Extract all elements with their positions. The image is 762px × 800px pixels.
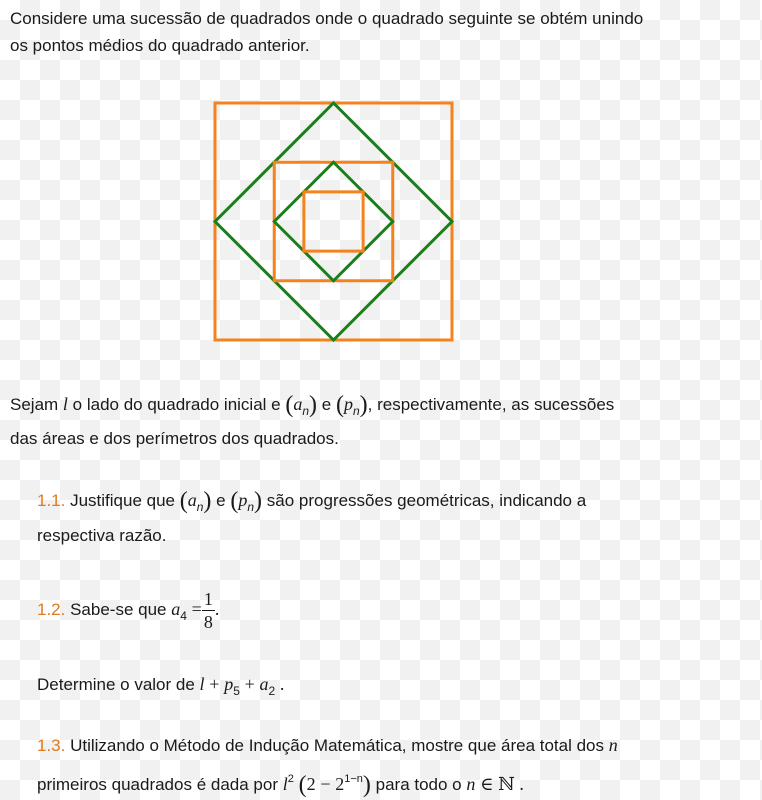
equals-sign: =: [191, 599, 202, 619]
sub-2: 2: [268, 684, 276, 698]
q1-text-1: Justifique que: [70, 491, 175, 510]
paren-open: (: [298, 772, 307, 798]
paren-open: (: [179, 488, 188, 514]
period: .: [519, 774, 524, 794]
var-p: p: [343, 394, 353, 414]
sub-n: n: [352, 404, 360, 418]
q3-text-3: para todo o: [375, 775, 462, 794]
question-number: 1.3.: [37, 736, 66, 755]
paren-close: ): [362, 772, 371, 798]
setup-line-1: [10, 393, 614, 422]
conj-e: e: [216, 491, 226, 510]
number-two: 2: [335, 774, 345, 794]
diamond-1: [215, 103, 452, 340]
exponent: 1−n: [344, 773, 363, 785]
sub-n: n: [247, 500, 255, 514]
nested-squares-figure: [212, 100, 456, 344]
var-p: p: [238, 490, 248, 510]
var-l: l: [282, 774, 288, 794]
var-n: n: [466, 774, 476, 794]
question-1-3-line-2: [37, 768, 524, 796]
question-1-1-line-1: [37, 489, 586, 518]
question-1-2-line-2: [37, 673, 284, 702]
paren-close: ): [309, 392, 318, 418]
paren-open: (: [335, 392, 344, 418]
setup-text-3: , respectivamente, as sucessões: [367, 395, 615, 414]
question-1-2-line-1: [37, 584, 219, 641]
paren-open: (: [285, 392, 294, 418]
question-number: 1.1.: [37, 491, 66, 510]
var-a: a: [293, 394, 303, 414]
square-1: [215, 103, 452, 340]
var-p: p: [224, 674, 234, 694]
paren-close: ): [203, 488, 212, 514]
setup-text-2: o lado do quadrado inicial e: [72, 395, 281, 414]
sub-n: n: [302, 404, 310, 418]
sub-4: 4: [180, 609, 187, 623]
paren-close: ): [254, 488, 263, 514]
square-3: [304, 192, 363, 251]
paren-close: ): [359, 392, 368, 418]
sup-2: 2: [287, 773, 294, 785]
square-2: [274, 162, 393, 281]
var-a: a: [187, 490, 197, 510]
number-two: 2: [306, 774, 316, 794]
q1-text-2: são progressões geométricas, indicando a: [266, 491, 587, 510]
plus-sign: +: [244, 674, 255, 694]
var-l: l: [199, 674, 205, 694]
var-a: a: [171, 599, 181, 619]
intro-line-1: Considere uma sucessão de quadrados onde o quadrado seguinte se obtém unindo: [10, 9, 644, 28]
setup-line-2: das áreas e dos perímetros dos quadrados.: [10, 429, 339, 448]
diamond-2: [274, 162, 393, 281]
q2-text-2: Determine o valor de: [37, 675, 195, 694]
period: .: [214, 599, 220, 619]
setup-text-1: Sejam: [10, 395, 59, 414]
naturals-symbol: ℕ: [498, 774, 515, 794]
sub-5: 5: [233, 684, 240, 698]
intro-line-2: os pontos médios do quadrado anterior.: [10, 36, 310, 55]
period: .: [279, 674, 285, 694]
plus-sign: +: [209, 674, 220, 694]
q3-text-2: primeiros quadrados é dada por: [37, 775, 278, 794]
var-n: n: [608, 735, 618, 755]
element-of-sign: ∈: [480, 774, 494, 794]
fraction-numerator: 1: [203, 589, 213, 610]
var-l: l: [62, 394, 68, 414]
q2-text-1: Sabe-se que: [70, 600, 167, 619]
fraction-denominator: 8: [203, 612, 213, 633]
conj-e: e: [321, 395, 332, 414]
paren-open: (: [230, 488, 239, 514]
q3-text-1: Utilizando o Método de Indução Matemática, mostre que área total dos: [70, 736, 605, 755]
sub-n: n: [196, 500, 204, 514]
var-a: a: [259, 674, 269, 694]
question-1-3-line-1: [37, 734, 618, 757]
fraction-one-eighth: [202, 588, 215, 633]
minus-sign: −: [320, 774, 331, 794]
question-number: 1.2.: [37, 600, 66, 619]
question-1-1-line-2: respectiva razão.: [37, 526, 167, 545]
